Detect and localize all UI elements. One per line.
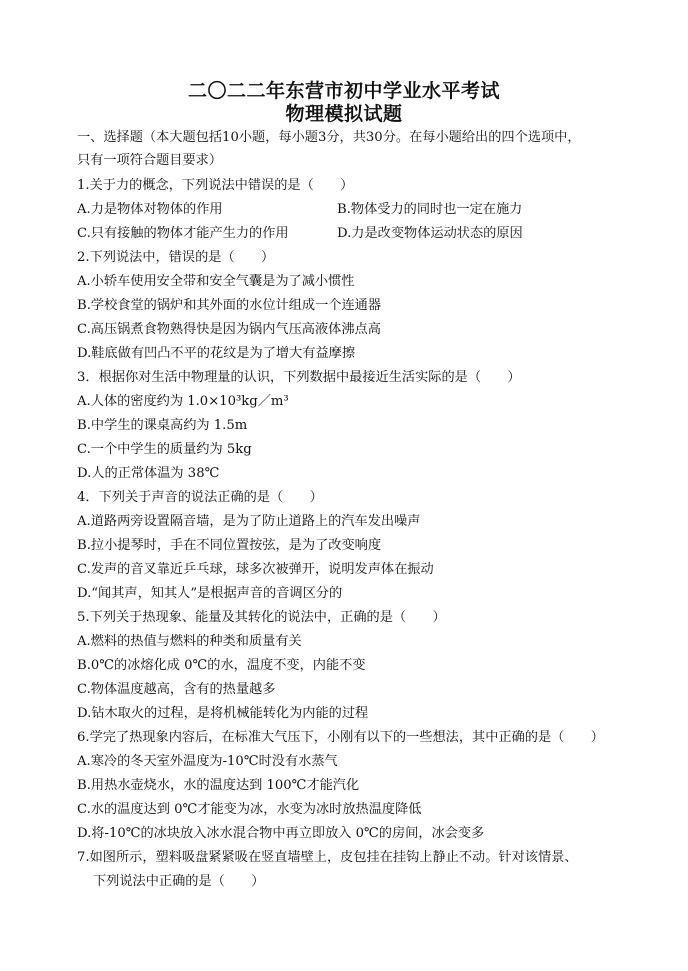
question-3-option-b: B.中学生的课桌高约为 1.5m (77, 418, 248, 433)
question-1-option-a: A.力是物体对物体的作用 (77, 202, 223, 217)
exam-title: 二〇二二年东营市初中学业水平考试 (187, 80, 500, 102)
question-1-option-d: D.力是改变物体运动状态的原因 (337, 226, 523, 241)
question-4-stem: 4．下列关于声音的说法正确的是（ ） (77, 490, 323, 505)
question-5-option-b: B.0℃的冰熔化成 0℃的水，温度不变，内能不变 (77, 658, 366, 673)
question-1-option-c: C.只有接触的物体才能产生力的作用 (77, 226, 289, 241)
question-3-stem: 3．根据你对生活中物理量的认识，下列数据中最接近生活实际的是（ ） (77, 370, 521, 385)
question-6-stem: 6.学完了热现象内容后，在标准大气压下，小刚有以下的一些想法，其中正确的是（ ） (77, 730, 604, 745)
section-header: 一、选择题（本大题包括10小题，每小题3分，共30分。在每小题给出的四个选项中， (77, 130, 581, 145)
question-6-option-d: D.将-10℃的冰块放入冰水混合物中再立即放入 0℃的房间，冰会变多 (77, 826, 485, 841)
question-6-option-c: C.水的温度达到 0℃才能变为冰，水变为冰时放热温度降低 (77, 802, 422, 817)
question-7-stem: 7.如图所示，塑料吸盘紧紧吸在竖直墙壁上，皮包挂在挂钩上静止不动。针对该情景、 (77, 850, 578, 865)
question-6-option-a: A.寒冷的冬天室外温度为-10℃时没有水蒸气 (77, 754, 338, 769)
question-2-stem: 2.下列说法中，错误的是（ ） (77, 250, 275, 265)
question-3-option-c: C.一个中学生的质量约为 5kg (77, 442, 252, 457)
question-2-option-c: C.高压锅煮食物熟得快是因为锅内气压高液体沸点高 (77, 322, 381, 337)
question-2-option-a: A.小轿车使用安全带和安全气囊是为了减小惯性 (77, 274, 355, 289)
question-3-option-a: A.人体的密度约为 1.0×10³kg／m³ (77, 394, 289, 409)
question-5-option-a: A.燃料的热值与燃料的种类和质量有关 (77, 634, 302, 649)
question-2-option-d: D.鞋底做有凹凸不平的花纹是为了增大有益摩擦 (77, 346, 356, 361)
question-4-option-b: B.拉小提琴时，手在不同位置按弦，是为了改变响度 (77, 538, 382, 553)
question-5-option-c: C.物体温度越高，含有的热量越多 (77, 682, 276, 697)
question-3-option-d: D.人的正常体温为 38℃ (77, 466, 220, 481)
question-4-option-a: A.道路两旁设置隔音墙，是为了防止道路上的汽车发出噪声 (77, 514, 421, 529)
question-1-stem: 1.关于力的概念，下列说法中错误的是（ ） (77, 178, 354, 193)
question-6-option-b: B.用热水壶烧水，水的温度达到 100℃才能汽化 (77, 778, 360, 793)
exam-subtitle: 物理模拟试题 (285, 103, 403, 125)
question-7-stem-continued: 下列说法中正确的是（ ） (93, 874, 265, 889)
question-1-option-b: B.物体受力的同时也一定在施力 (337, 202, 523, 217)
question-4-option-d: D.“闻其声，知其人”是根据声音的音调区分的 (77, 586, 343, 601)
question-5-option-d: D.钻木取火的过程，是将机械能转化为内能的过程 (77, 706, 369, 721)
question-5-stem: 5.下列关于热现象、能量及其转化的说法中，正确的是（ ） (77, 610, 446, 625)
question-4-option-c: C.发声的音叉靠近乒乓球，球多次被弹开，说明发声体在振动 (77, 562, 434, 577)
question-2-option-b: B.学校食堂的锅炉和其外面的水位计组成一个连通器 (77, 298, 382, 313)
section-header-continued: 只有一项符合题目要求） (77, 153, 223, 168)
